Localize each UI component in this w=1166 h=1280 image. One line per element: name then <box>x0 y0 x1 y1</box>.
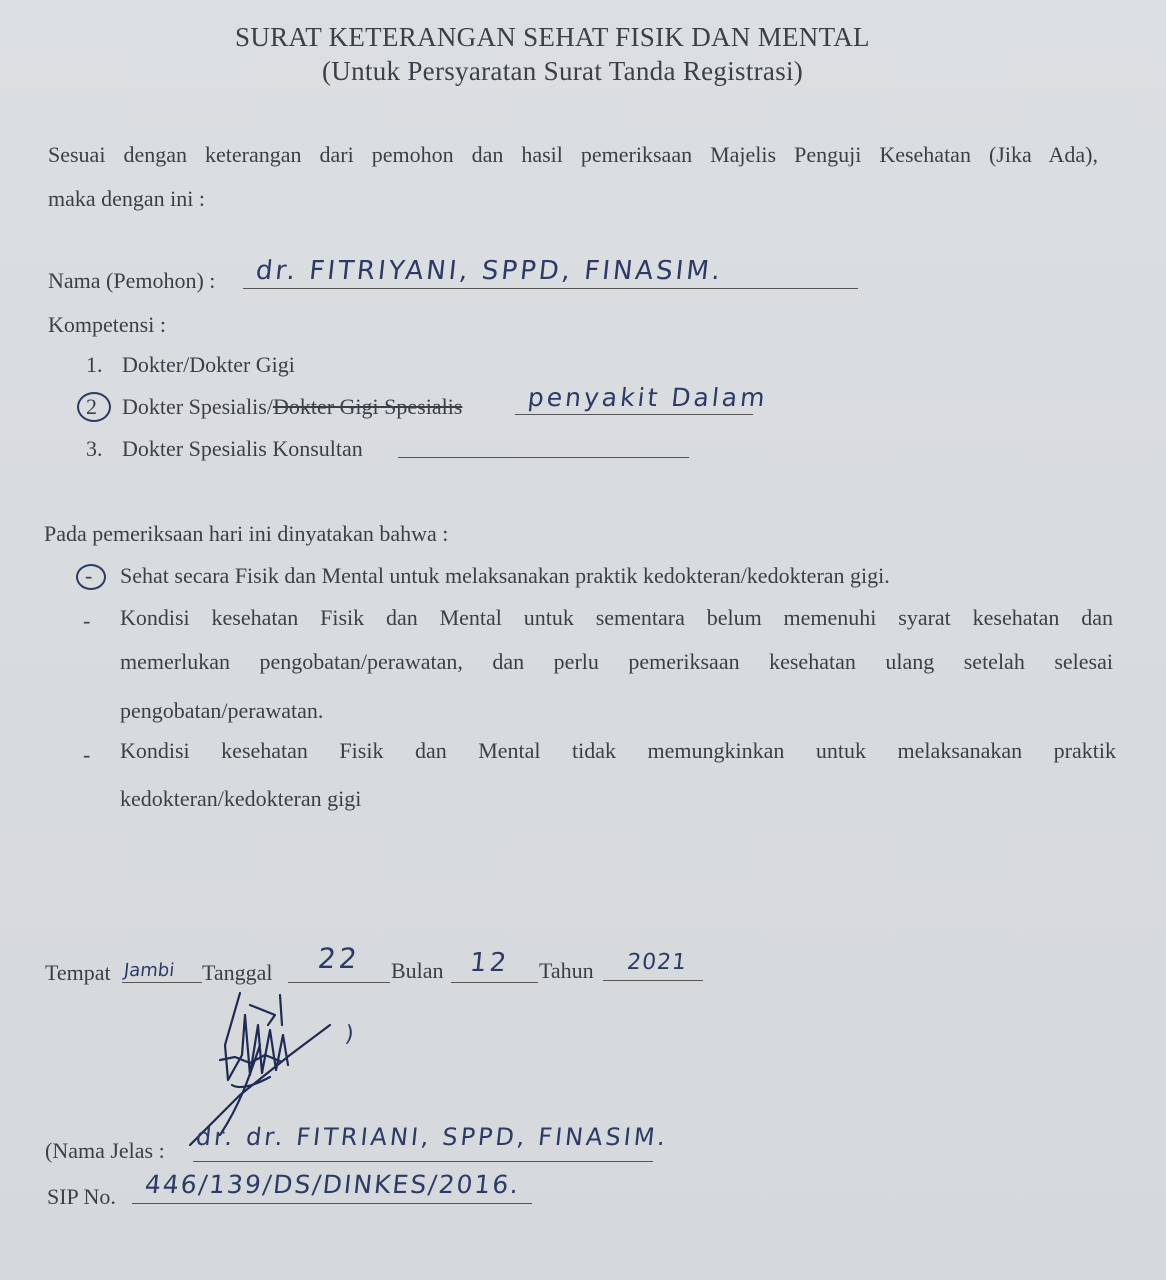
exam-item-2-line-2: memerlukan pengobatan/perawatan, dan perlu pemeriksaan kesehatan ulang setelah selesai <box>120 649 1113 674</box>
competence-item-1-number: 1. <box>86 352 103 377</box>
date-label: Tanggal <box>202 960 273 985</box>
applicant-handwritten-name: dr. FITRIYANI, SPPD, FINASIM. <box>254 256 725 286</box>
date-handwritten: 22 <box>316 942 362 975</box>
year-handwritten: 2021 <box>625 950 689 975</box>
competence-label: Kompetensi : <box>48 312 166 337</box>
year-underline <box>603 980 703 981</box>
month-label: Bulan <box>391 958 444 983</box>
signature-paren: ) <box>343 1022 355 1047</box>
competence-item-2-label <box>122 394 462 420</box>
sip-underline <box>132 1203 532 1204</box>
intro-line-1: Sesuai dengan keterangan dari pemohon dan hasil pemeriksaan Majelis Penguji Kesehatan (Jika Ada), <box>48 142 1098 167</box>
competence-item-2-number: 2 <box>86 394 97 419</box>
exam-item-1-bullet: - <box>85 563 93 588</box>
applicant-label: Nama (Pemohon) : <box>48 268 216 293</box>
clear-name-underline <box>193 1161 653 1162</box>
competence-item-2-underline <box>515 414 753 415</box>
competence-item-2-text: Dokter Spesialis/ <box>122 394 273 419</box>
sip-label: SIP No. <box>47 1184 116 1209</box>
competence-item-2-handwritten: penyakit Dalam <box>526 383 770 412</box>
place-handwritten: Jambi <box>122 960 176 981</box>
place-underline <box>122 982 202 983</box>
clear-name-handwritten: dr. dr. FITRIANI, SPPD, FINASIM. <box>194 1123 670 1151</box>
document-subtitle: (Untuk Persyaratan Surat Tanda Registrasi) <box>322 56 804 86</box>
year-label: Tahun <box>539 958 594 983</box>
competence-item-3-underline <box>398 457 689 458</box>
competence-item-1-label: Dokter/Dokter Gigi <box>122 352 295 377</box>
month-handwritten: 12 <box>468 948 511 978</box>
date-underline <box>288 982 390 983</box>
exam-item-2-line-1: Kondisi kesehatan Fisik dan Mental untuk sementara belum memenuhi syarat kesehatan dan <box>120 605 1113 630</box>
applicant-underline <box>243 288 858 289</box>
place-label: Tempat <box>45 960 111 985</box>
sip-handwritten: 446/139/DS/DINKES/2016. <box>143 1170 522 1199</box>
exam-item-2-line-3: pengobatan/perawatan. <box>120 698 324 723</box>
month-underline <box>451 982 538 983</box>
intro-line-2: maka dengan ini : <box>48 186 206 211</box>
exam-item-3-line-2: kedokteran/kedokteran gigi <box>120 786 362 811</box>
document-title: SURAT KETERANGAN SEHAT FISIK DAN MENTAL <box>235 22 870 52</box>
exam-item-3-bullet: - <box>83 742 91 767</box>
competence-item-3-number: 3. <box>86 436 103 461</box>
exam-item-1-text: Sehat secara Fisik dan Mental untuk melaksanakan praktik kedokteran/kedokteran gigi. <box>120 563 890 588</box>
competence-item-3-label: Dokter Spesialis Konsultan <box>122 436 363 461</box>
exam-item-3-line-1: Kondisi kesehatan Fisik dan Mental tidak memungkinkan untuk melaksanakan praktik <box>120 738 1116 763</box>
exam-label: Pada pemeriksaan hari ini dinyatakan bahwa : <box>44 521 449 546</box>
competence-item-2-struck: Dokter Gigi Spesialis <box>272 394 463 419</box>
exam-item-2-bullet: - <box>83 608 91 633</box>
clear-name-label: (Nama Jelas : <box>45 1138 165 1163</box>
